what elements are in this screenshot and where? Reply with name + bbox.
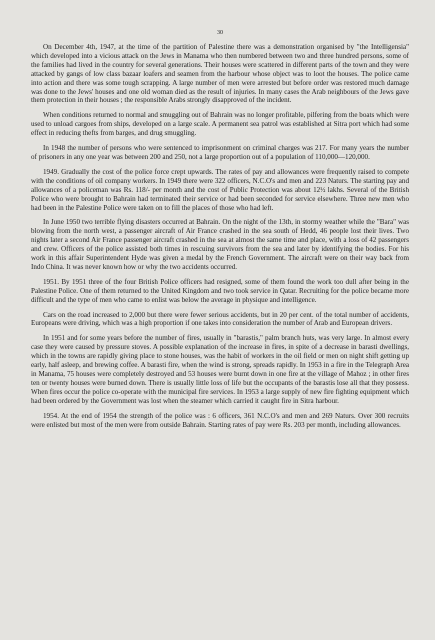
paragraph-barasti-fires: In 1951 and for some years before the number of fires, usually in "barastis," palm branch huts, was very large. In almost every case they were caused by pressure stoves. A possible explanation of the increase in fires, in spite of a decrease in barasti dwellings, which in the towns are rapidly giving place to stone houses, was the habit of workers in the oil field or men on night shift getting up early, half asleep, and brewing coffee. A barasti fire, when the wind is strong, spreads rapidly. In 1953 in a fire in the Telegraph Area in Manama, 75 houses were completely destroyed and 53 houses were burnt down in one fire at the village of Mahoz ; in other fires ten or twenty houses were burned down. There is usually little loss of life but the occupants of the barastis lose all that they possess. When fires occur the police co-operate with the municipal fire services. In 1953 a large supply of new fire fighting equipment which had been ordered by the Government was lost when the steamer which carried it caught fire in Sitra harbour. xyxy=(31,334,409,405)
paragraph-flying-disasters-1950: In June 1950 two terrible flying disasters occurred at Bahrain. On the night of the 13th, in stormy weather while the "Bara" was blowing from the north west, a passenger aircraft of Air France crashed in the sea south of Hedd, 46 people lost their lives. Two nights later a second Air France passenger aircraft crashed in the sea at almost the same time and place, with a loss of 42 passengers and crew. Officers of the police assisted both times in rescuing survivors from the sea and later by identifying the bodies. For his work in this affair Superintendent Hyde was given a medal by the French Government. The aircraft were on their way back from Indo China. It was never known how or why the two accidents occurred. xyxy=(31,218,409,271)
paragraph-imprisonment-1948: In 1948 the number of persons who were sentenced to imprisonment on criminal charges was 217. For many years the number of prisoners in any one year was between 200 and 250, not a large proportion out of a population of 110,000—120,000. xyxy=(31,144,409,161)
paragraph-jewish-riot-1947: On December 4th, 1947, at the time of the partition of Palestine there was a demonstration organised by "the Intelligensia" which developed into a vicious attack on the Jews in Manama who then numbered between two and three hundred persons, some of the families had lived in the country for several generations. Their houses were scattered in different parts of the town and they were attacked by gangs of low class bazaar loafers and seamen from the harbour whose object was to loot the houses. The police came into action and there was some tough scrapping. A large number of men were arrested but before order was restored much damage was done to the Jews' houses and one old woman died as the result of injuries. In many cases the Arab neighbours of the Jews gave them protection in their houses ; the responsible Arabs strongly disapproved of the incident. xyxy=(31,43,409,105)
paragraph-british-police-1951: 1951. By 1951 three of the four British Police officers had resigned, some of them found the work too dull after being in the Palestine Police. One of them returned to the United Kingdom and two took service in Qatar. Recruiting for the police became more difficult and the type of men who came to enlist was below the average in physique and intelligence. xyxy=(31,277,409,304)
paragraph-road-accidents: Cars on the road increased to 2,000 but there were fewer serious accidents, but in 20 per cent. of the total number of accidents, Europeans were driving, which was a high proportion if one takes into consideration the number of Arab and European drivers. xyxy=(31,310,409,328)
paragraph-pilfering: When conditions returned to normal and smuggling out of Bahrain was no longer profitable, pilfering from the boats which were used to unload cargoes from ships, developed on a large scale. A permanent sea patrol was established at Sitra port which had some effect in reducing thefts from barges, and drug smuggling. xyxy=(31,111,409,138)
paragraph-police-cost-1949: 1949. Gradually the cost of the police force crept upwards. The rates of pay and allowances were frequently raised to compete with the conditions of oil company workers. In 1949 there were 322 officers, N.C.O's and men and 223 Naturs. The starting pay and allowances of a policeman was Rs. 118/- per month and the cost of Public Protection was about 12½ lakhs. Several of the British Police who were brought to Bahrain had terminated their service or had been seconded for service elsewhere. Three new men who had been in the Palestine Police were taken on to fill the places of those who had left. xyxy=(31,167,409,212)
paragraph-police-strength-1954: 1954. At the end of 1954 the strength of the police was : 6 officers, 361 N.C.O's and men and 269 Naturs. Over 300 recruits were enlisted but most of the men were from outside Bahrain. Starting rates of pay were Rs. 203 per month, including allowances. xyxy=(31,411,409,429)
page-number: 30 xyxy=(217,30,223,36)
